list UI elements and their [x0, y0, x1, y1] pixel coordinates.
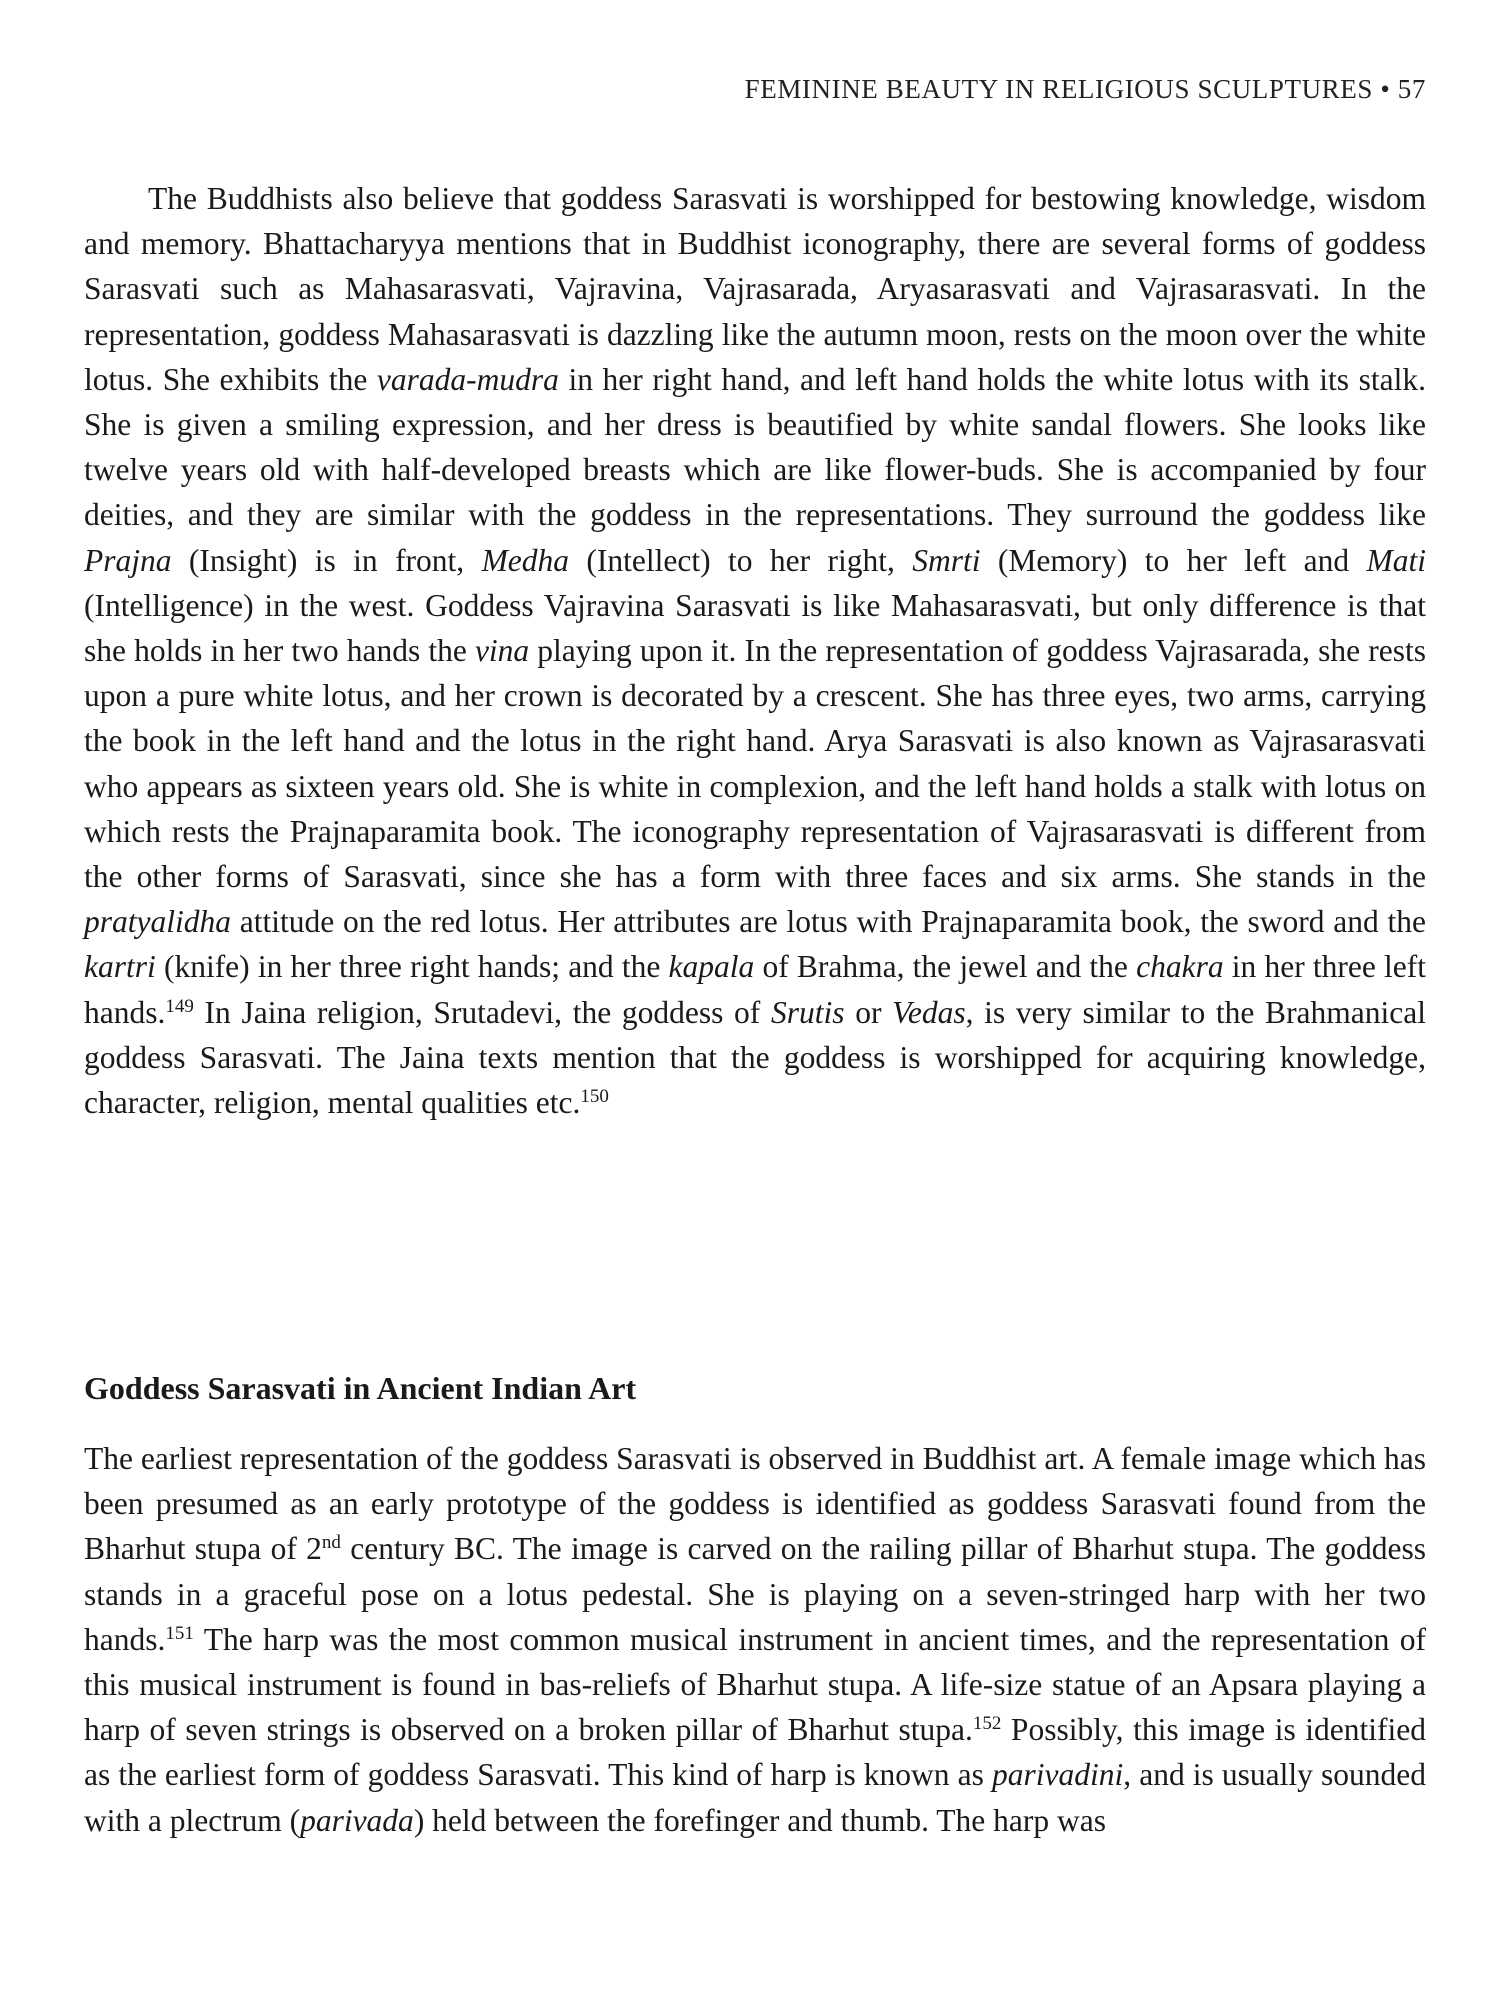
italic-term: Srutis: [770, 994, 845, 1030]
text-run: or: [844, 994, 893, 1030]
italic-term: Smrti: [912, 542, 981, 578]
text-run: , and is usually sounded with a plectrum (: [84, 1757, 1426, 1838]
italic-term: Prajna: [84, 542, 172, 578]
text-run: ) held between the forefinger and thumb. The harp was: [413, 1802, 1106, 1838]
paragraph-ancient-indian-art: [84, 1436, 1426, 1843]
footnote-ref: 152: [972, 1713, 1002, 1735]
text-run: (Intellect) to her right,: [569, 542, 913, 578]
italic-term: Vedas: [892, 994, 966, 1030]
text-run: attitude on the red lotus. Her attributes are lotus with Prajnaparamita book, the sword and the: [231, 904, 1426, 940]
text-run: in her right hand, and left hand holds the white lotus with its stalk. She is given a smiling expression, and her dress is beautified by white sandal flowers. She looks like twelve years old with half-developed breasts which are like flower-buds. She is accompanied by four deities, and they are similar with the goddess in the representations. They surround the goddess like: [84, 361, 1426, 533]
running-header: [745, 74, 1426, 105]
ordinal-suffix: nd: [321, 1532, 341, 1554]
text-run: (Memory) to her left and: [980, 542, 1367, 578]
italic-term: Medha: [481, 542, 570, 578]
italic-term: parivada: [300, 1802, 414, 1838]
text-run: (knife) in her three right hands; and the: [155, 949, 669, 985]
text-run: , is very similar to the Brahmanical goddess Sarasvati. The Jaina texts mention that the goddess is worshipped for acquiring knowledge, character, religion, mental qualities etc.: [84, 994, 1426, 1121]
header-bullet: •: [1380, 74, 1391, 104]
footnote-ref: 150: [580, 1086, 609, 1108]
text-run: playing upon it. In the representation of goddess Vajrasarada, she rests upon a pure white lotus, and her crown is decorated by a crescent. She has three eyes, two arms, carrying the book in the left hand and the lotus in the right hand. Arya Sarasvati is also known as Vajrasarasvati who appears as sixteen years old. She is white in complexion, and the left hand holds a stalk with lotus on which rests the Prajnaparamita book. The iconography representation of Vajrasarasvati is different from the other forms of Sarasvati, since she has a form with three faces and six arms. She stands in the: [84, 633, 1426, 895]
running-title: FEMININE BEAUTY IN RELIGIOUS SCULPTURES: [744, 74, 1374, 104]
text-run: In Jaina religion, Srutadevi, the goddess of: [193, 994, 771, 1030]
italic-term: chakra: [1136, 949, 1224, 985]
text-run: (Insight) is in front,: [171, 542, 482, 578]
italic-term: varada-mudra: [376, 361, 559, 397]
text-run: The earliest representation of the goddess Sarasvati is observed in Buddhist art. A female image which has been presumed as an early prototype of the goddess is identified as goddess Sarasvati found from the Bharhut stupa of 2: [84, 1441, 1426, 1567]
book-page: [84, 0, 1426, 2000]
italic-term: pratyalidha: [84, 904, 231, 940]
text-run: century BC. The image is carved on the railing pillar of Bharhut stupa. The goddess stands in a graceful pose on a lotus pedestal. She is playing on a seven-stringed harp with her two hands.: [84, 1531, 1426, 1657]
text-run: The harp was the most common musical instrument in ancient times, and the representation of this musical instrument is found in bas-reliefs of Bharhut stupa. A life-size statue of an Apsara playing a harp of seven strings is observed on a broken pillar of Bharhut stupa.: [84, 1621, 1426, 1748]
text-run: of Brahma, the jewel and the: [754, 949, 1137, 985]
footnote-ref: 151: [165, 1622, 194, 1644]
italic-term: kartri: [84, 949, 156, 985]
text-run: Possibly, this image is identified as the earliest form of goddess Sarasvati. This kind of harp is known as: [84, 1712, 1426, 1793]
text-run: in her three left hands.: [84, 949, 1427, 1030]
text-run: (Intelligence) in the west. Goddess Vajravina Sarasvati is like Mahasarasvati, but only difference is that she holds in her two hands the: [84, 587, 1426, 669]
italic-term: kapala: [668, 949, 755, 985]
page-number: 57: [1397, 74, 1426, 104]
footnote-ref: 149: [165, 995, 194, 1017]
italic-term: parivadini: [992, 1757, 1124, 1793]
italic-term: Mati: [1366, 542, 1427, 578]
italic-term: vina: [474, 633, 530, 669]
section-heading: Goddess Sarasvati in Ancient Indian Art: [84, 1370, 637, 1406]
paragraph-buddhist-sarasvati: [84, 176, 1426, 1125]
text-run: The Buddhists also believe that goddess Sarasvati is worshipped for bestowing knowledge, wisdom and memory. Bhattacharyya mentions that in Buddhist iconography, there are several forms of goddess Sarasvati such as Mahasarasvati, Vajravina, Vajrasarada, Aryasarasvati and Vajrasarasvati. In the representation, goddess Mahasarasvati is dazzling like the autumn moon, rests on the moon over the white lotus. She exhibits the: [84, 181, 1426, 397]
